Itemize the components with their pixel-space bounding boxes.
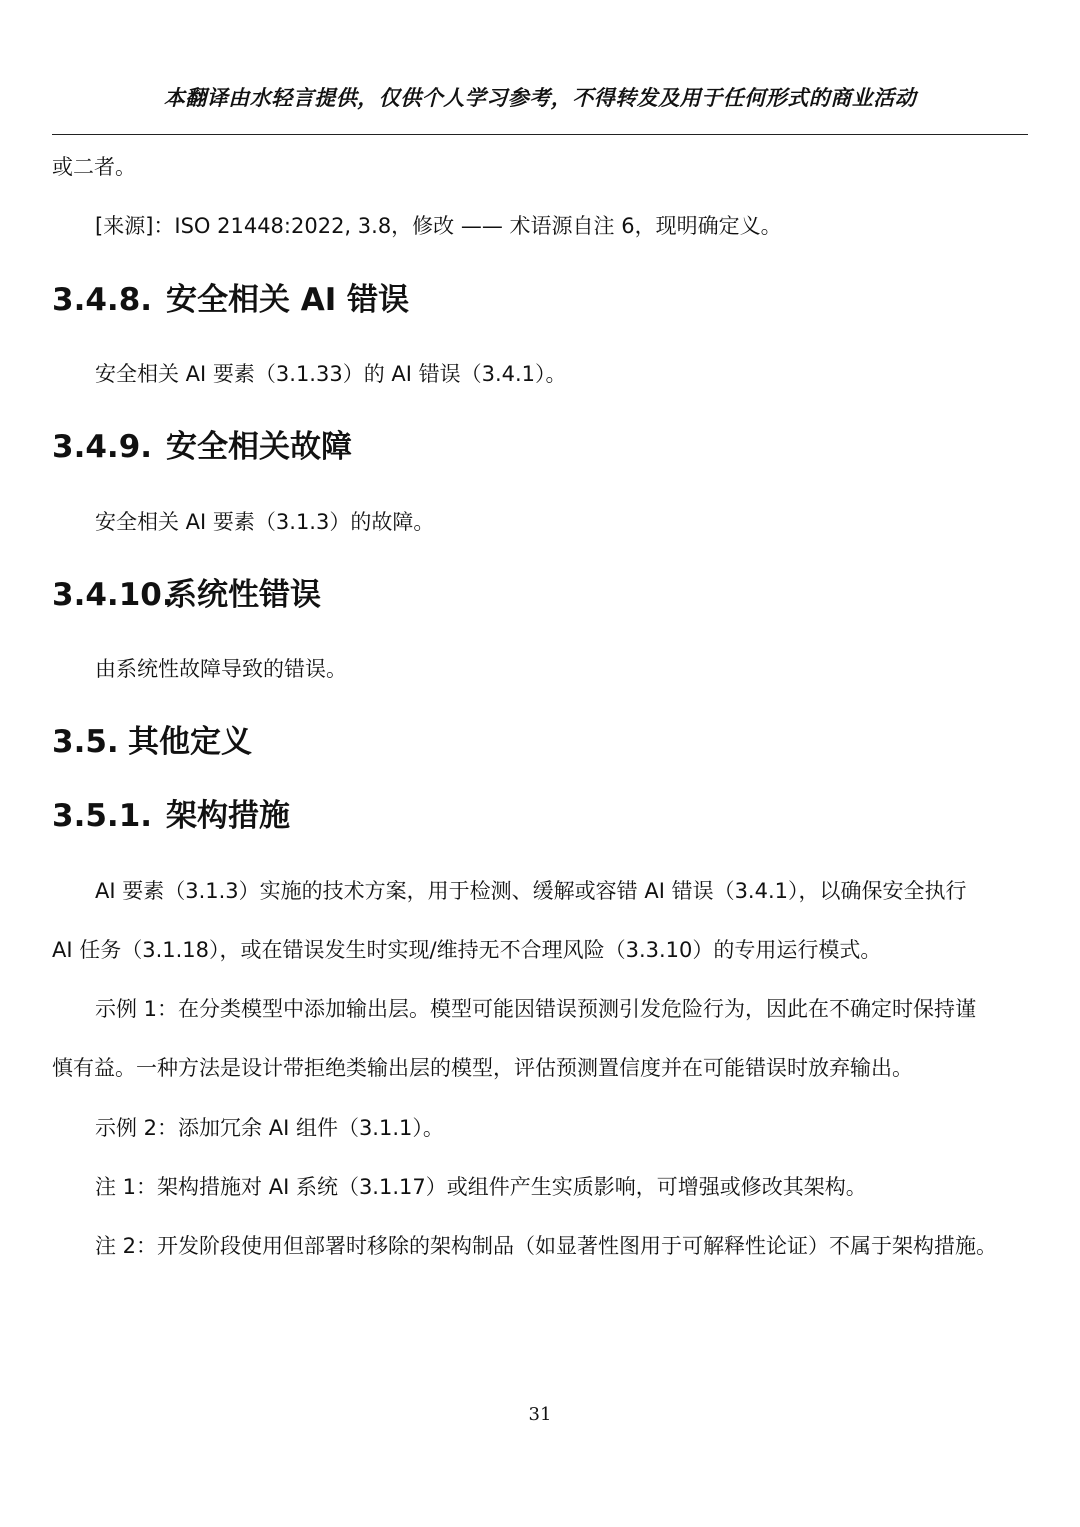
definition-3-5-1-line-2: AI 任务（3.1.18），或在错误发生时实现/维持无不合理风险（3.3.10）的专用运行模式。	[52, 938, 882, 962]
continuation-text: 或二者。	[52, 155, 136, 179]
page-header: 本翻译由水轻言提供，仅供个人学习参考，不得转发及用于任何形式的商业活动	[163, 86, 917, 110]
page-number: 31	[528, 1404, 552, 1425]
definition-3-4-8: 安全相关 AI 要素（3.1.33）的 AI 错误（3.4.1）。	[95, 362, 567, 386]
section-heading-3-4-9	[52, 427, 352, 467]
section-title: 安全相关故障	[166, 429, 352, 465]
section-heading-3-4-10	[52, 575, 321, 615]
section-number: 3.4.10.	[52, 577, 174, 613]
section-title: 系统性错误	[166, 577, 321, 613]
section-heading-3-4-8	[52, 280, 409, 320]
section-title: 安全相关 AI 错误	[166, 282, 410, 318]
section-number: 3.5.1.	[52, 798, 153, 834]
definition-3-4-10: 由系统性故障导致的错误。	[95, 657, 347, 681]
example-2: 示例 2：添加冗余 AI 组件（3.1.1）。	[95, 1116, 444, 1140]
note-1: 注 1：架构措施对 AI 系统（3.1.17）或组件产生实质影响，可增强或修改其架构。	[95, 1175, 867, 1199]
section-number: 3.4.8.	[52, 282, 153, 318]
section-title: 其他定义	[128, 724, 252, 760]
example-1-line-2: 慎有益。一种方法是设计带拒绝类输出层的模型，评估预测置信度并在可能错误时放弃输出。	[52, 1056, 913, 1080]
header-divider	[52, 134, 1028, 135]
source-note: [来源]：ISO 21448:2022, 3.8，修改 —— 术语源自注 6，现明确定义。	[95, 214, 782, 238]
definition-3-4-9: 安全相关 AI 要素（3.1.3）的故障。	[95, 510, 435, 534]
example-1-line-1: 示例 1：在分类模型中添加输出层。模型可能因错误预测引发危险行为，因此在不确定时保持谨	[95, 997, 977, 1021]
section-number: 3.4.9.	[52, 429, 153, 465]
section-heading-3-5	[52, 722, 252, 762]
section-number: 3.5.	[52, 724, 119, 760]
definition-3-5-1-line-1: AI 要素（3.1.3）实施的技术方案，用于检测、缓解或容错 AI 错误（3.4.1），以确保安全执行	[95, 879, 967, 903]
section-heading-3-5-1	[52, 796, 290, 836]
note-2: 注 2：开发阶段使用但部署时移除的架构制品（如显著性图用于可解释性论证）不属于架构措施。	[95, 1234, 998, 1258]
section-title: 架构措施	[166, 798, 290, 834]
